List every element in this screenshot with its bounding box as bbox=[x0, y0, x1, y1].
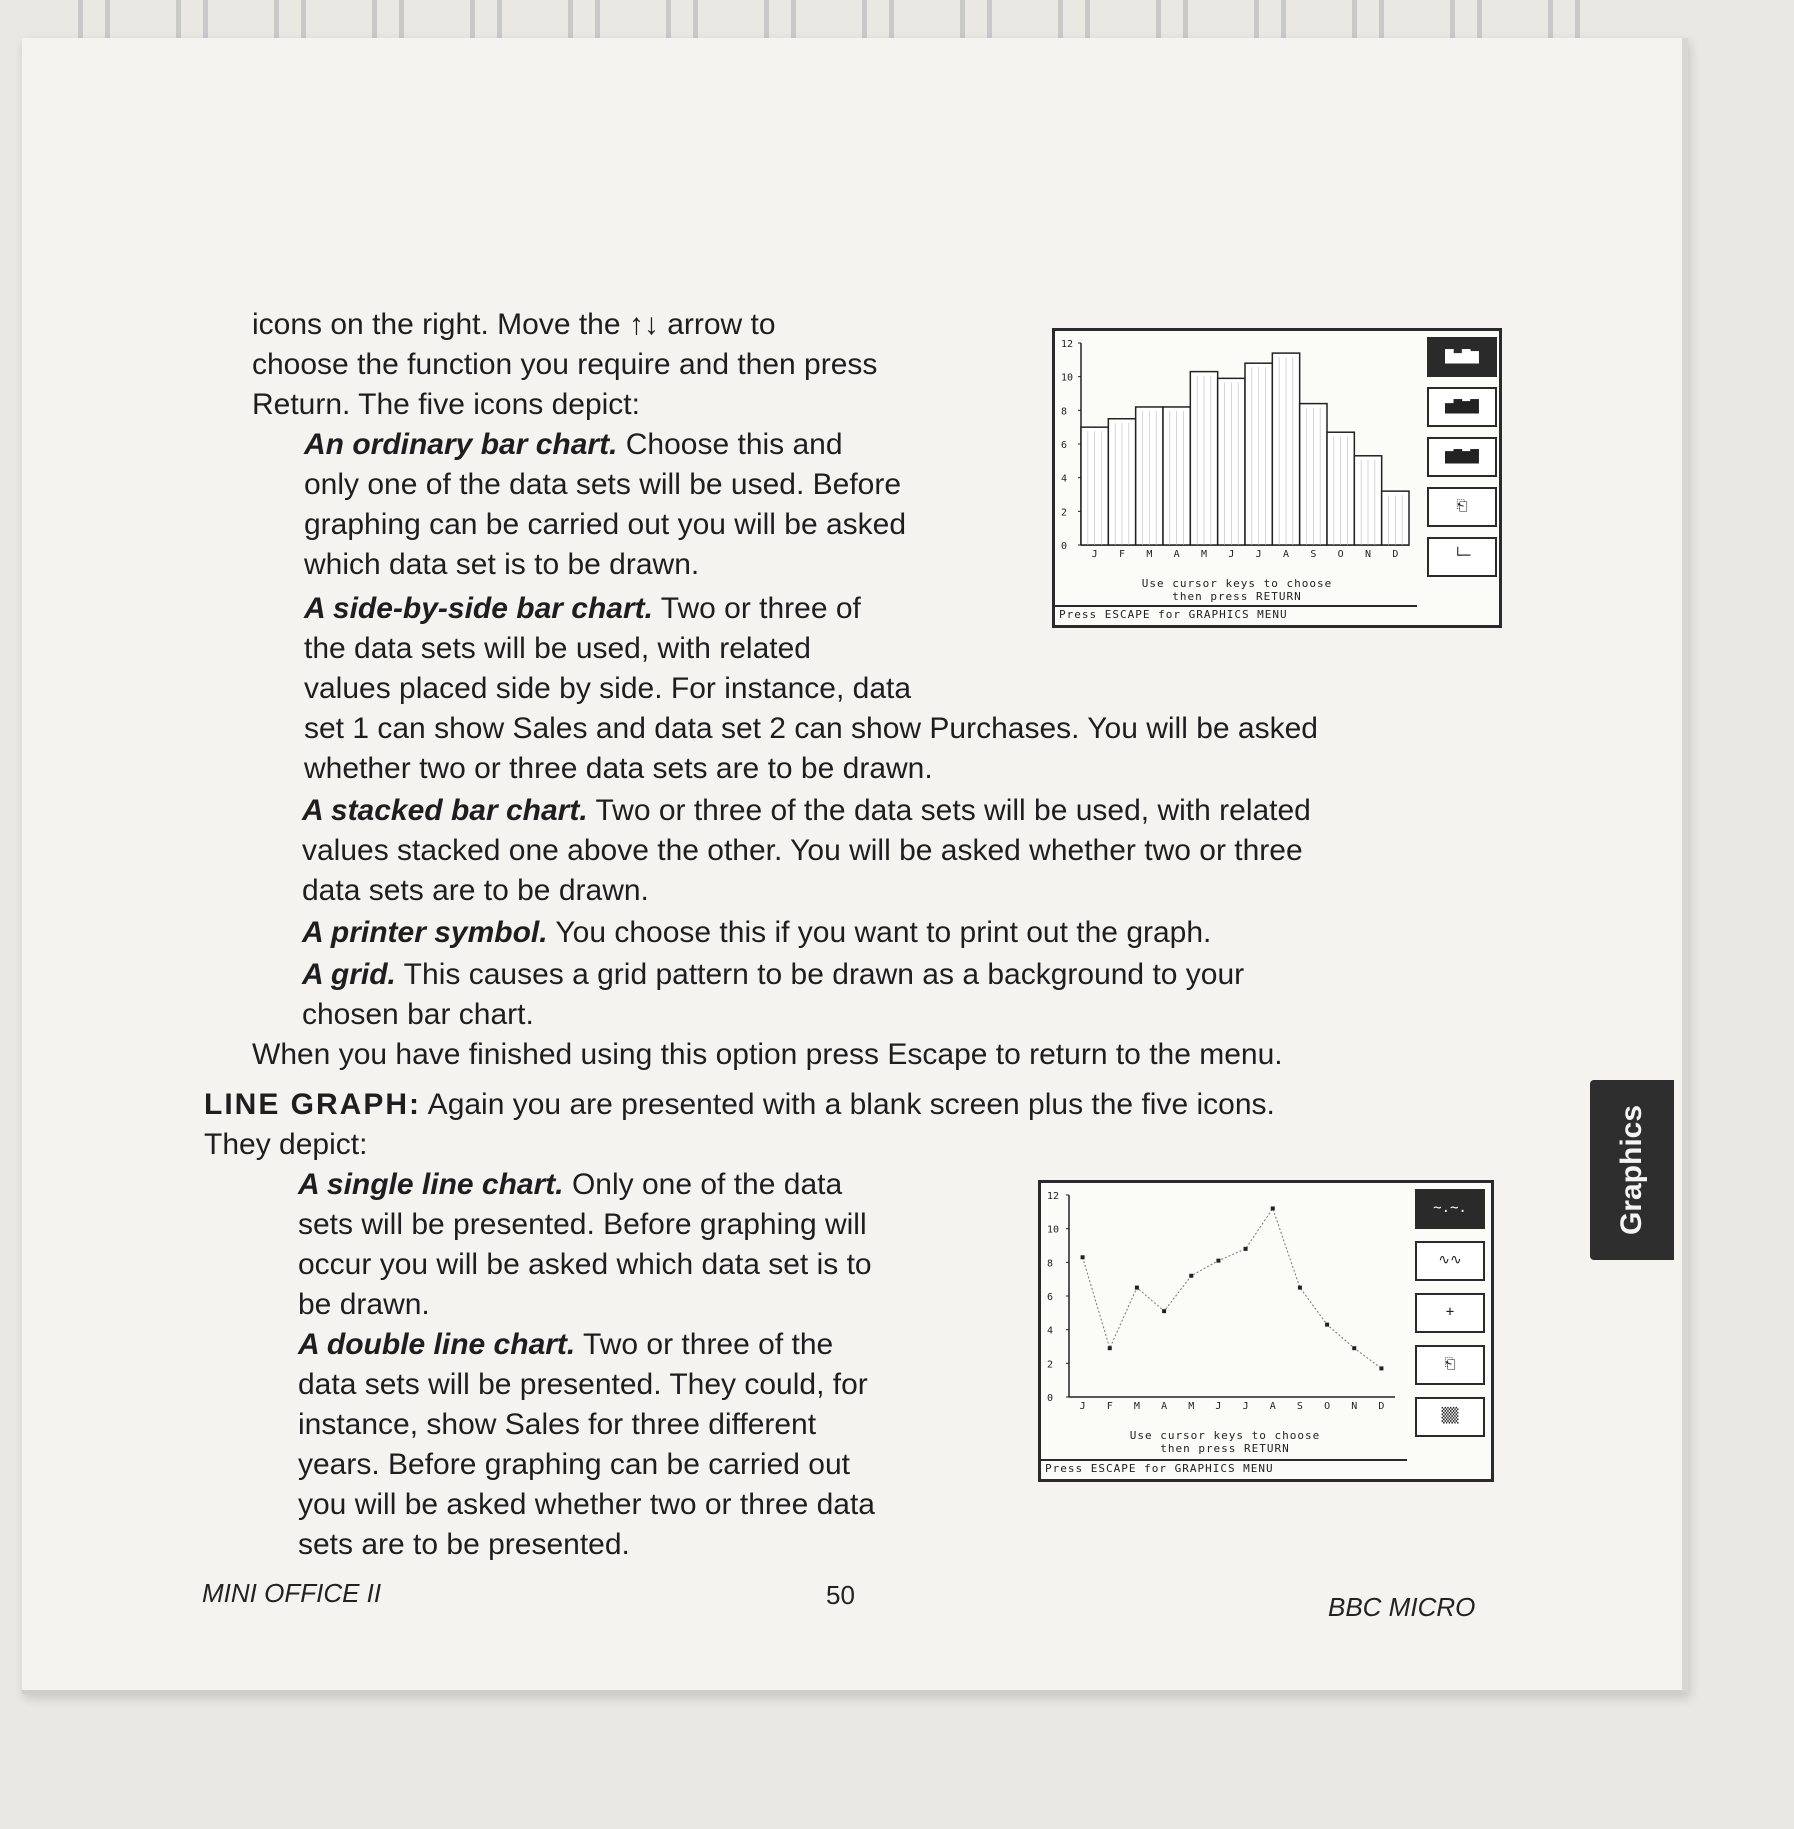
y-tick-label: 12 bbox=[1061, 339, 1074, 350]
stacked-bar-icon[interactable]: ▆▇▆▇ bbox=[1427, 437, 1497, 477]
grid-icon[interactable]: └─ bbox=[1427, 537, 1497, 577]
data-point bbox=[1379, 1366, 1383, 1370]
bar-item-printer bbox=[302, 914, 1211, 953]
bar-item-line: graphing can be carried out you will be asked bbox=[304, 508, 907, 541]
bar-item-line: values placed side by side. For instance, data bbox=[304, 672, 912, 705]
bar-item-side-by-side bbox=[304, 590, 861, 629]
bar-item-lead: A grid. bbox=[302, 958, 396, 991]
ordinary-bar-icon[interactable]: ▇▅▇▆ bbox=[1427, 337, 1497, 377]
side-by-side-bar-icon[interactable]: ▅▇▆▇ bbox=[1427, 387, 1497, 427]
data-point bbox=[1298, 1286, 1302, 1290]
x-tick-label: M bbox=[1200, 549, 1208, 560]
line-prompt-1: Use cursor keys to choose bbox=[1129, 1429, 1321, 1442]
grid-icon[interactable]: ▒▒ bbox=[1415, 1397, 1485, 1437]
bar-item-line: values stacked one above the other. You will be asked whether two or three bbox=[302, 834, 1303, 867]
x-tick-label: M bbox=[1133, 1401, 1140, 1412]
bar-item-text: Two or three of the data sets will be used, with related bbox=[587, 794, 1311, 827]
data-point bbox=[1352, 1346, 1356, 1350]
x-tick-label: J bbox=[1215, 1401, 1222, 1412]
y-tick-label: 8 bbox=[1061, 406, 1068, 418]
add-icon[interactable]: + bbox=[1415, 1293, 1485, 1333]
y-tick-label: 2 bbox=[1047, 1359, 1054, 1371]
line-item-line: you will be asked whether two or three data bbox=[298, 1488, 875, 1521]
bar-item-lead: A printer symbol. bbox=[302, 916, 548, 949]
line-item-line: be drawn. bbox=[298, 1288, 430, 1321]
line-status-bar: Press ESCAPE for GRAPHICS MENU bbox=[1041, 1459, 1407, 1477]
x-tick-label: A bbox=[1282, 549, 1290, 560]
y-tick-label: 10 bbox=[1061, 372, 1074, 384]
x-tick-label: A bbox=[1161, 1401, 1168, 1412]
line-item-text: Two or three of the bbox=[575, 1328, 834, 1361]
x-tick-label: J bbox=[1242, 1401, 1249, 1412]
data-point bbox=[1135, 1286, 1139, 1290]
intro-line: icons on the right. Move the ↑↓ arrow to bbox=[252, 308, 776, 341]
line-graph-heading bbox=[204, 1086, 1275, 1125]
footer-left: MINI OFFICE II bbox=[202, 1578, 382, 1608]
bar-prompt-1: Use cursor keys to choose bbox=[1141, 577, 1333, 590]
x-tick-label: J bbox=[1255, 549, 1262, 560]
bar-item-ordinary bbox=[304, 426, 843, 465]
data-point bbox=[1325, 1323, 1329, 1327]
printer-icon[interactable]: ⎗ bbox=[1415, 1345, 1485, 1385]
y-tick-label: 6 bbox=[1061, 440, 1068, 451]
series-line bbox=[1083, 1208, 1382, 1368]
data-point bbox=[1189, 1274, 1193, 1278]
y-tick-label: 8 bbox=[1047, 1258, 1054, 1270]
bar-item-line: whether two or three data sets are to be drawn. bbox=[304, 752, 933, 785]
bar-item-text: This causes a grid pattern to be drawn as a background to your bbox=[395, 958, 1245, 991]
bar-item-line: data sets are to be drawn. bbox=[302, 874, 649, 907]
line-item-text: Only one of the data bbox=[563, 1168, 843, 1201]
bar-finish-text: When you have finished using this option press Escape to return to the menu. bbox=[252, 1038, 1283, 1071]
bar-prompt-2: then press RETURN bbox=[1172, 590, 1302, 603]
x-tick-label: D bbox=[1378, 1401, 1385, 1412]
y-tick-label: 10 bbox=[1047, 1224, 1060, 1236]
x-tick-label: S bbox=[1310, 549, 1317, 560]
data-point bbox=[1216, 1259, 1220, 1263]
bar-item-grid bbox=[302, 956, 1244, 995]
line-item-line: sets will be presented. Before graphing will bbox=[298, 1208, 867, 1241]
bar-chart-screenshot bbox=[1052, 328, 1502, 628]
y-tick-label: 12 bbox=[1047, 1191, 1060, 1202]
double-line-icon[interactable]: ∿∿ bbox=[1415, 1241, 1485, 1281]
bar-chart-plot bbox=[1059, 335, 1415, 563]
section-intro: Again you are presented with a blank screen plus the five icons. bbox=[421, 1088, 1275, 1121]
bar-item-line: the data sets will be used, with related bbox=[304, 632, 811, 665]
y-tick-label: 6 bbox=[1047, 1292, 1054, 1303]
x-tick-label: O bbox=[1337, 549, 1344, 560]
data-point bbox=[1271, 1206, 1275, 1210]
data-point bbox=[1244, 1247, 1248, 1251]
bar-item-stacked bbox=[302, 792, 1311, 831]
single-line-icon[interactable]: ~.~. bbox=[1415, 1189, 1485, 1229]
y-tick-label: 2 bbox=[1061, 507, 1068, 519]
bar-icon-bar bbox=[1423, 331, 1499, 625]
bar-item-line: chosen bar chart. bbox=[302, 998, 534, 1031]
line-item-line: sets are to be presented. bbox=[298, 1528, 630, 1561]
section-intro-line: They depict: bbox=[204, 1128, 368, 1161]
bar-item-lead: A stacked bar chart. bbox=[302, 794, 588, 827]
x-tick-label: A bbox=[1269, 1401, 1276, 1412]
y-tick-label: 0 bbox=[1047, 1393, 1054, 1404]
line-item-lead: A double line chart. bbox=[298, 1328, 576, 1361]
page-number: 50 bbox=[826, 1580, 855, 1610]
x-tick-label: A bbox=[1173, 549, 1180, 560]
footer-right: BBC MICRO bbox=[1328, 1592, 1476, 1622]
bar-item-text: Choose this and bbox=[617, 428, 843, 461]
bar-item-line: set 1 can show Sales and data set 2 can show Purchases. You will be asked bbox=[304, 712, 1318, 745]
x-tick-label: N bbox=[1351, 1401, 1358, 1412]
line-chart-plot bbox=[1045, 1187, 1405, 1415]
y-tick-label: 4 bbox=[1047, 1325, 1054, 1337]
y-tick-label: 0 bbox=[1061, 541, 1068, 552]
x-tick-label: J bbox=[1079, 1401, 1086, 1412]
x-tick-label: F bbox=[1106, 1401, 1113, 1412]
bar-item-line: which data set is to be drawn. bbox=[304, 548, 700, 581]
x-tick-label: F bbox=[1118, 549, 1126, 560]
line-item-line: data sets will be presented. They could, for bbox=[298, 1368, 868, 1401]
intro-line: Return. The five icons depict: bbox=[252, 388, 640, 421]
bar-item-lead: An ordinary bar chart. bbox=[304, 428, 618, 461]
line-item-lead: A single line chart. bbox=[298, 1168, 564, 1201]
x-tick-label: J bbox=[1228, 549, 1235, 560]
data-point bbox=[1081, 1255, 1085, 1259]
bar-item-line: only one of the data sets will be used. Before bbox=[304, 468, 902, 501]
bar-item-text: You choose this if you want to print out the graph. bbox=[547, 916, 1212, 949]
section-title: LINE GRAPH: bbox=[204, 1088, 421, 1121]
x-tick-label: O bbox=[1324, 1401, 1331, 1412]
x-tick-label: M bbox=[1146, 549, 1153, 560]
x-tick-label: N bbox=[1364, 549, 1372, 560]
line-chart-screenshot bbox=[1038, 1180, 1494, 1482]
data-point bbox=[1108, 1346, 1112, 1350]
x-tick-label: M bbox=[1188, 1401, 1195, 1412]
x-tick-label: J bbox=[1091, 549, 1098, 560]
x-tick-label: S bbox=[1296, 1401, 1303, 1412]
x-tick-label: D bbox=[1392, 549, 1399, 560]
section-tab-label: Graphics bbox=[1615, 1104, 1648, 1236]
bar-item-text: Two or three of bbox=[652, 592, 861, 625]
intro-line: choose the function you require and then press bbox=[252, 348, 878, 381]
line-item-double bbox=[298, 1326, 833, 1365]
bar-item-lead: A side-by-side bar chart. bbox=[304, 592, 653, 625]
line-prompt-2: then press RETURN bbox=[1160, 1442, 1290, 1455]
line-item-line: instance, show Sales for three different bbox=[298, 1408, 817, 1441]
line-item-line: occur you will be asked which data set is to bbox=[298, 1248, 872, 1281]
line-icon-bar bbox=[1411, 1183, 1491, 1479]
section-tab[interactable] bbox=[1590, 1080, 1674, 1260]
data-point bbox=[1162, 1309, 1166, 1313]
printer-icon[interactable]: ⎗ bbox=[1427, 487, 1497, 527]
y-tick-label: 4 bbox=[1061, 473, 1068, 485]
bar-status-bar: Press ESCAPE for GRAPHICS MENU bbox=[1055, 605, 1417, 623]
line-item-line: years. Before graphing can be carried out bbox=[298, 1448, 850, 1481]
line-item-single bbox=[298, 1166, 842, 1205]
